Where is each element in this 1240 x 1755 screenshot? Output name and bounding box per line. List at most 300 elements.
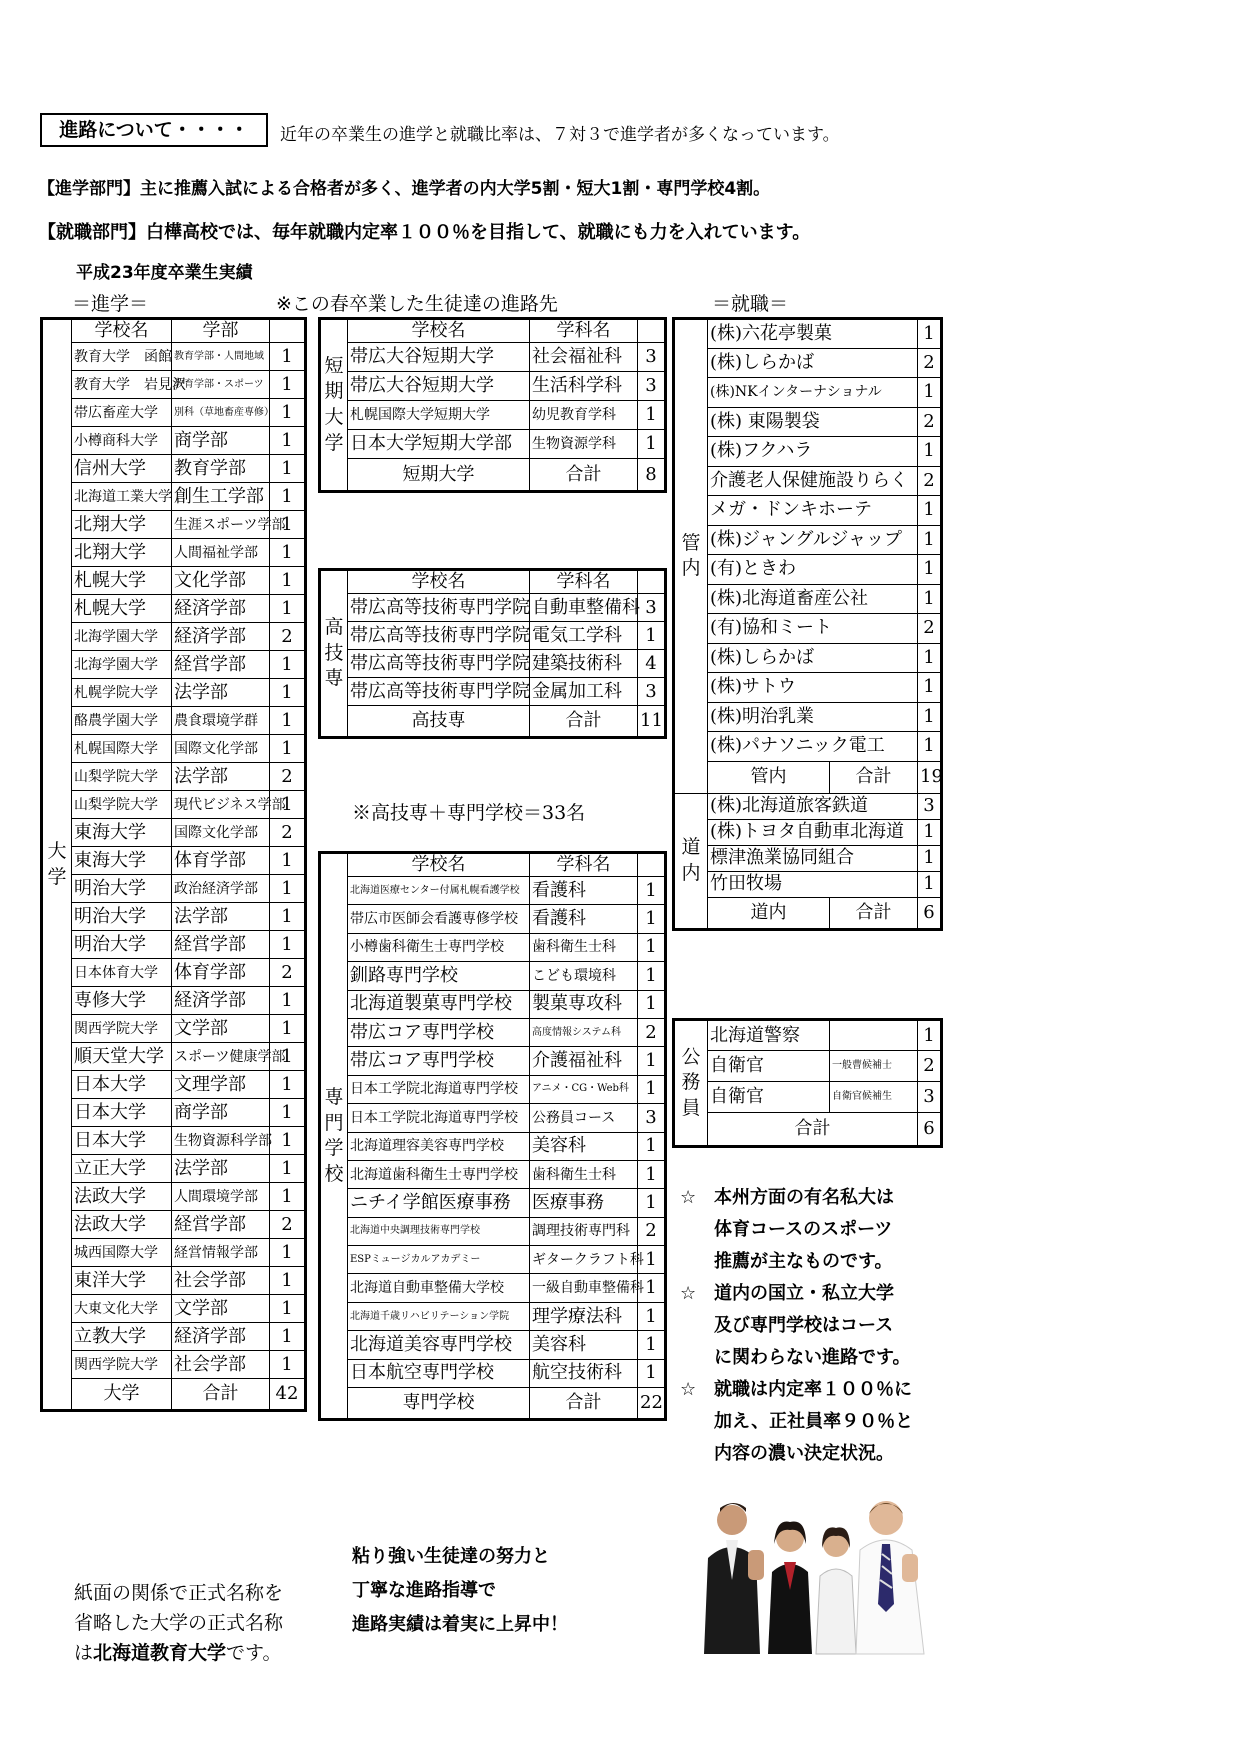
- company-name: (株)しらかば: [708, 348, 918, 378]
- dept-name: 法学部: [172, 679, 270, 707]
- hire-count: 1: [918, 319, 942, 349]
- table-row: [674, 643, 942, 673]
- table-row: [674, 871, 942, 897]
- student-count: 1: [638, 1274, 666, 1302]
- dept-name: 現代ビジネス学部: [172, 791, 270, 819]
- school-name: 帯広市医師会看護専修学校: [348, 905, 530, 933]
- column-header-count: [638, 853, 666, 877]
- table-row: [320, 1047, 666, 1075]
- shushoku-heading: ＝就職＝: [712, 293, 789, 315]
- shushoku-text: 【就職部門】白樺高校では、毎年就職内定率１００％を目指して、就職にも力を入れています。: [38, 222, 811, 243]
- school-name: 日本航空専門学校: [348, 1359, 530, 1387]
- column-header-count: [638, 570, 666, 594]
- hire-count: 2: [918, 348, 942, 378]
- student-count: 1: [270, 1099, 306, 1127]
- student-count: 1: [638, 430, 666, 459]
- total-count: 22: [638, 1388, 666, 1420]
- school-name: 明治大学: [72, 875, 172, 903]
- school-name: 日本工学院北海道専門学校: [348, 1104, 530, 1132]
- school-name: 山梨学院大学: [72, 791, 172, 819]
- table-row: [42, 623, 306, 651]
- table-row: [320, 1246, 666, 1274]
- school-name: 北海道工業大学: [72, 483, 172, 511]
- student-count: 2: [270, 623, 306, 651]
- student-count: 4: [638, 650, 666, 678]
- note-line: 加え、正社員率９０％と: [714, 1411, 914, 1432]
- hire-count: 1: [918, 673, 942, 703]
- student-count: 1: [270, 539, 306, 567]
- student-count: 1: [638, 1047, 666, 1075]
- table-row: [42, 1267, 306, 1295]
- hire-count: 2: [918, 466, 942, 496]
- student-count: 1: [270, 651, 306, 679]
- table-row: [674, 673, 942, 703]
- hire-count: 1: [918, 732, 942, 762]
- table-row: [42, 763, 306, 791]
- student-count: 1: [270, 707, 306, 735]
- table-row: [42, 483, 306, 511]
- table-row: [674, 819, 942, 845]
- school-name: 帯広コア専門学校: [348, 1018, 530, 1046]
- hire-count: 1: [918, 845, 942, 871]
- dept-name: 社会学部: [172, 1351, 270, 1379]
- school-name: 北海学園大学: [72, 651, 172, 679]
- student-count: 3: [638, 594, 666, 622]
- table-row: [320, 594, 666, 622]
- hire-count: 2: [918, 1051, 942, 1082]
- note-line: 就職は内定率１００％に: [714, 1379, 912, 1400]
- student-count: 3: [638, 372, 666, 401]
- student-count: 1: [270, 371, 306, 399]
- school-name: 日本大学: [72, 1127, 172, 1155]
- company-name: (株)NKインターナショナル: [708, 378, 918, 408]
- dept-name: 法学部: [172, 1155, 270, 1183]
- dept-name: 自動車整備科: [530, 594, 638, 622]
- total-row: [320, 706, 666, 738]
- dept-name: 人間環境学部: [172, 1183, 270, 1211]
- dept-name: スポーツ健康学部: [172, 1043, 270, 1071]
- position-name: 自衛官: [708, 1051, 830, 1082]
- dept-name: 教育学部: [172, 455, 270, 483]
- table-row: [42, 1043, 306, 1071]
- dept-name: 一級自動車整備科: [530, 1274, 638, 1302]
- table-row: [42, 539, 306, 567]
- dept-name: 看護科: [530, 905, 638, 933]
- student-count: 2: [270, 959, 306, 987]
- school-name: 釧路専門学校: [348, 962, 530, 990]
- side-label: 高 技 専: [320, 570, 348, 738]
- table-row: [42, 567, 306, 595]
- total-label: 管内: [708, 761, 830, 793]
- dept-name: 経営情報学部: [172, 1239, 270, 1267]
- student-count: 1: [270, 735, 306, 763]
- student-count: 1: [270, 595, 306, 623]
- side-label: 専 門 学 校: [320, 853, 348, 1420]
- shingaku-heading: ＝進学＝: [72, 293, 149, 315]
- dept-name: 文学部: [172, 1295, 270, 1323]
- student-figure: [768, 1521, 812, 1654]
- student-count: 1: [270, 1043, 306, 1071]
- student-count: 1: [270, 875, 306, 903]
- column-header-dept: 学科名: [530, 853, 638, 877]
- hire-count: 1: [918, 584, 942, 614]
- side-label: 大 学: [42, 319, 72, 1411]
- dept-name: 美容科: [530, 1132, 638, 1160]
- table-row: [42, 1211, 306, 1239]
- student-count: 1: [638, 1160, 666, 1188]
- dept-name: 経営学部: [172, 931, 270, 959]
- school-name: 札幌大学: [72, 595, 172, 623]
- dept-name: 国際文化学部: [172, 735, 270, 763]
- table-row: [42, 819, 306, 847]
- hire-count: 3: [918, 1082, 942, 1113]
- dept-name: 経済学部: [172, 987, 270, 1015]
- footnote-line: 紙面の関係で正式名称を: [74, 1582, 284, 1604]
- table-row: [674, 1082, 942, 1113]
- side-label: 管 内: [674, 319, 708, 794]
- table-row: [674, 793, 942, 819]
- dept-name: 建築技術科: [530, 650, 638, 678]
- table-row: [674, 348, 942, 378]
- total-count: 6: [918, 1113, 942, 1147]
- dept-name: 歯科衛生士科: [530, 1160, 638, 1188]
- table-row: [674, 702, 942, 732]
- total-word: 合計: [172, 1379, 270, 1411]
- student-count: 1: [638, 1246, 666, 1274]
- school-name: 関西学院大学: [72, 1015, 172, 1043]
- student-count: 1: [270, 511, 306, 539]
- school-name: 山梨学院大学: [72, 763, 172, 791]
- dept-name: 歯科衛生士科: [530, 933, 638, 961]
- school-name: 北海道医療センター付属札幌看護学校: [348, 877, 530, 905]
- hire-count: 1: [918, 1020, 942, 1051]
- students-photo: [690, 1488, 930, 1654]
- table-row: [42, 427, 306, 455]
- table-row: [674, 407, 942, 437]
- dept-name: 幼児教育学科: [530, 401, 638, 430]
- company-name: (株)北海道旅客鉄道: [708, 793, 918, 819]
- message-line: 進路実績は着実に上昇中！: [352, 1614, 568, 1635]
- dept-name: 別科（草地畜産専修）: [172, 399, 270, 427]
- school-name: 北海道美容専門学校: [348, 1331, 530, 1359]
- table-row: [674, 378, 942, 408]
- student-count: 1: [270, 1015, 306, 1043]
- student-count: 3: [638, 1104, 666, 1132]
- notes-block: [680, 1182, 930, 1470]
- school-name: 北海道歯科衛生士専門学校: [348, 1160, 530, 1188]
- company-name: (株)明治乳業: [708, 702, 918, 732]
- table-row: [320, 877, 666, 905]
- school-name: 日本大学短期大学部: [348, 430, 530, 459]
- dept-name: 農食環境学群: [172, 707, 270, 735]
- table-row: [674, 845, 942, 871]
- table-row: [320, 962, 666, 990]
- dept-name: 電気工学科: [530, 622, 638, 650]
- table-row: [42, 651, 306, 679]
- table-row: [42, 1099, 306, 1127]
- school-name: 城西国際大学: [72, 1239, 172, 1267]
- table-row: [42, 735, 306, 763]
- dept-name: 医療事務: [530, 1189, 638, 1217]
- table-row: [674, 319, 942, 349]
- position-name: 北海道警察: [708, 1020, 830, 1051]
- total-row: [320, 459, 666, 492]
- dept-name: 生物資源科学部: [172, 1127, 270, 1155]
- school-name: 帯広畜産大学: [72, 399, 172, 427]
- school-name: 札幌国際大学: [72, 735, 172, 763]
- dept-name: 人間福祉学部: [172, 539, 270, 567]
- dept-name: 商学部: [172, 427, 270, 455]
- student-figure: [856, 1501, 924, 1654]
- school-name: 東海大学: [72, 819, 172, 847]
- school-name: 北海学園大学: [72, 623, 172, 651]
- dept-name: 文化学部: [172, 567, 270, 595]
- dept-name: 社会学部: [172, 1267, 270, 1295]
- school-name: 酪農学園大学: [72, 707, 172, 735]
- star-icon: ☆: [680, 1187, 697, 1208]
- total-word: 合計: [830, 761, 918, 793]
- dept-name: 航空技術科: [530, 1359, 638, 1387]
- school-name: 東洋大学: [72, 1267, 172, 1295]
- side-label: 短 期 大 学: [320, 319, 348, 492]
- encouragement-message: [352, 1540, 568, 1642]
- shingaku-text: 【進学部門】主に推薦入試による合格者が多く、進学者の内大学5割・短大1割・専門学校4割。: [38, 179, 771, 199]
- dept-name: 文学部: [172, 1015, 270, 1043]
- student-count: 1: [270, 483, 306, 511]
- table-row: [320, 1359, 666, 1387]
- school-name: 北海道自動車整備大学校: [348, 1274, 530, 1302]
- note-line: に関わらない進路です。: [714, 1347, 911, 1368]
- dept-name: 法学部: [172, 763, 270, 791]
- student-count: 1: [638, 1302, 666, 1330]
- table-row: [320, 1331, 666, 1359]
- student-count: 1: [638, 1331, 666, 1359]
- message-line: 丁寧な進路指導で: [352, 1580, 496, 1601]
- table-row: [320, 905, 666, 933]
- table-row: [320, 1075, 666, 1103]
- school-name: 大東文化大学: [72, 1295, 172, 1323]
- total-row: [42, 1379, 306, 1411]
- table-row: [320, 1104, 666, 1132]
- table-row: [320, 990, 666, 1018]
- hire-count: 2: [918, 614, 942, 644]
- student-count: 1: [638, 933, 666, 961]
- student-figure: [816, 1527, 856, 1654]
- dept-name: 経営学部: [172, 1211, 270, 1239]
- kannai-table: [672, 317, 943, 931]
- university-footnote: [74, 1578, 283, 1668]
- dept-name: 社会福祉科: [530, 343, 638, 372]
- total-row: [674, 761, 942, 793]
- school-name: ESPミュージカルアカデミー: [348, 1246, 530, 1274]
- hire-count: 1: [918, 525, 942, 555]
- school-name: 関西学院大学: [72, 1351, 172, 1379]
- total-count: 19: [918, 761, 942, 793]
- table-row: [42, 931, 306, 959]
- table-row: [42, 1127, 306, 1155]
- school-name: 法政大学: [72, 1183, 172, 1211]
- student-count: 1: [270, 931, 306, 959]
- school-name: 北翔大学: [72, 511, 172, 539]
- table-row: [42, 1323, 306, 1351]
- dept-name: 調理技術専門科: [530, 1217, 638, 1245]
- table-row: [674, 1020, 942, 1051]
- total-row: [674, 897, 942, 929]
- message-line: 粘り強い生徒達の努力と: [352, 1546, 550, 1567]
- star-icon: ☆: [680, 1283, 697, 1304]
- note-line: 及び専門学校はコース: [714, 1315, 894, 1336]
- school-name: 北海道千歳リハビリテーション学院: [348, 1302, 530, 1330]
- school-name: 帯広高等技術専門学院: [348, 594, 530, 622]
- student-count: 2: [270, 1211, 306, 1239]
- total-label: 短期大学: [348, 459, 530, 492]
- table-row: [320, 1274, 666, 1302]
- dept-name: 経営学部: [172, 651, 270, 679]
- school-name: 教育大学 函館: [72, 343, 172, 371]
- position-detail: [830, 1020, 918, 1051]
- table-row: [42, 1071, 306, 1099]
- school-name: 日本大学: [72, 1071, 172, 1099]
- total-count: 11: [638, 706, 666, 738]
- total-label: 道内: [708, 897, 830, 929]
- table-row: [320, 1018, 666, 1046]
- table-row: [42, 1015, 306, 1043]
- total-label: 高技専: [348, 706, 530, 738]
- school-name: 日本体育大学: [72, 959, 172, 987]
- hire-count: 2: [918, 407, 942, 437]
- table-row: [674, 614, 942, 644]
- table-row: [320, 401, 666, 430]
- tandai-table: [318, 317, 667, 493]
- table-row: [674, 732, 942, 762]
- dept-name: 教育学部・人間地域: [172, 343, 270, 371]
- dept-name: 高度情報システム科: [530, 1018, 638, 1046]
- table-row: [42, 987, 306, 1015]
- dept-name: 美容科: [530, 1331, 638, 1359]
- school-name: 北海道理容美容専門学校: [348, 1132, 530, 1160]
- total-count: 8: [638, 459, 666, 492]
- table-row: [42, 1183, 306, 1211]
- table-row: [42, 875, 306, 903]
- student-count: 1: [270, 847, 306, 875]
- school-name: 東海大学: [72, 847, 172, 875]
- total-row: [320, 1388, 666, 1420]
- school-name: 教育大学 岩見沢: [72, 371, 172, 399]
- school-name: 札幌学院大学: [72, 679, 172, 707]
- company-name: (株)しらかば: [708, 643, 918, 673]
- hire-count: 1: [918, 819, 942, 845]
- dept-name: 文理学部: [172, 1071, 270, 1099]
- student-count: 1: [270, 455, 306, 483]
- table-row: [42, 1155, 306, 1183]
- column-header-dept: 学科名: [530, 570, 638, 594]
- student-count: 1: [638, 1132, 666, 1160]
- total-word: 合計: [830, 897, 918, 929]
- table-row: [42, 791, 306, 819]
- dept-name: 経済学部: [172, 623, 270, 651]
- dept-name: ギタークラフト科: [530, 1246, 638, 1274]
- table-row: [42, 679, 306, 707]
- student-count: 1: [270, 1267, 306, 1295]
- total-label: 大学: [72, 1379, 172, 1411]
- table-row: [674, 584, 942, 614]
- star-icon: ☆: [680, 1379, 697, 1400]
- table-row: [674, 1051, 942, 1082]
- table-row: [42, 903, 306, 931]
- student-count: 1: [638, 962, 666, 990]
- school-name: 明治大学: [72, 931, 172, 959]
- company-name: (株)北海道畜産公社: [708, 584, 918, 614]
- column-header-school: 学校名: [348, 853, 530, 877]
- student-count: 1: [270, 1127, 306, 1155]
- footnote-line: 省略した大学の正式名称: [74, 1612, 284, 1634]
- kogisen-sum-note: ※高技専＋専門学校＝33名: [352, 802, 586, 824]
- total-count: 6: [918, 897, 942, 929]
- school-name: 札幌大学: [72, 567, 172, 595]
- company-name: メガ・ドンキホーテ: [708, 496, 918, 526]
- student-count: 2: [270, 819, 306, 847]
- student-count: 1: [638, 401, 666, 430]
- hire-count: 3: [918, 793, 942, 819]
- column-header-count: [638, 319, 666, 343]
- school-name: 帯広高等技術専門学院: [348, 650, 530, 678]
- note-line: 推薦が主なものです。: [714, 1251, 893, 1272]
- school-name: 帯広コア専門学校: [348, 1047, 530, 1075]
- table-row: [42, 1239, 306, 1267]
- table-row: [42, 1351, 306, 1379]
- hire-count: 1: [918, 496, 942, 526]
- school-name: 北海道中央調理技術専門学校: [348, 1217, 530, 1245]
- school-name: 信州大学: [72, 455, 172, 483]
- table-row: [42, 595, 306, 623]
- total-label: 専門学校: [348, 1388, 530, 1420]
- table-row: [674, 466, 942, 496]
- hire-count: 1: [918, 437, 942, 467]
- table-row: [320, 1132, 666, 1160]
- dept-name: 理学療法科: [530, 1302, 638, 1330]
- table-row: [320, 622, 666, 650]
- company-name: 竹田牧場: [708, 871, 918, 897]
- column-header-school: 学校名: [72, 319, 172, 343]
- note-line: 内容の濃い決定状況。: [714, 1443, 894, 1464]
- dept-name: 生涯スポーツ学部: [172, 511, 270, 539]
- column-header-school: 学校名: [348, 570, 530, 594]
- column-header-dept: 学科名: [530, 319, 638, 343]
- company-name: (株)パナソニック電工: [708, 732, 918, 762]
- side-label: 公 務 員: [674, 1020, 708, 1147]
- table-row: [320, 430, 666, 459]
- dept-name: 商学部: [172, 1099, 270, 1127]
- company-name: (有)ときわ: [708, 555, 918, 585]
- note-line: 道内の国立・私立大学: [714, 1283, 894, 1304]
- dept-name: 教育学部・スポーツ: [172, 371, 270, 399]
- school-name: 帯広大谷短期大学: [348, 372, 530, 401]
- student-count: 3: [638, 678, 666, 706]
- column-header-school: 学校名: [348, 319, 530, 343]
- student-count: 1: [270, 1155, 306, 1183]
- school-name: ニチイ学館医療事務: [348, 1189, 530, 1217]
- year-title: 平成23年度卒業生実績: [76, 263, 253, 283]
- table-row: [674, 525, 942, 555]
- company-name: (株)サトウ: [708, 673, 918, 703]
- dept-name: 看護科: [530, 877, 638, 905]
- school-name: 立正大学: [72, 1155, 172, 1183]
- table-row: [320, 650, 666, 678]
- table-row: [674, 437, 942, 467]
- hire-count: 1: [918, 378, 942, 408]
- total-word: 合計: [530, 1388, 638, 1420]
- hire-count: 1: [918, 702, 942, 732]
